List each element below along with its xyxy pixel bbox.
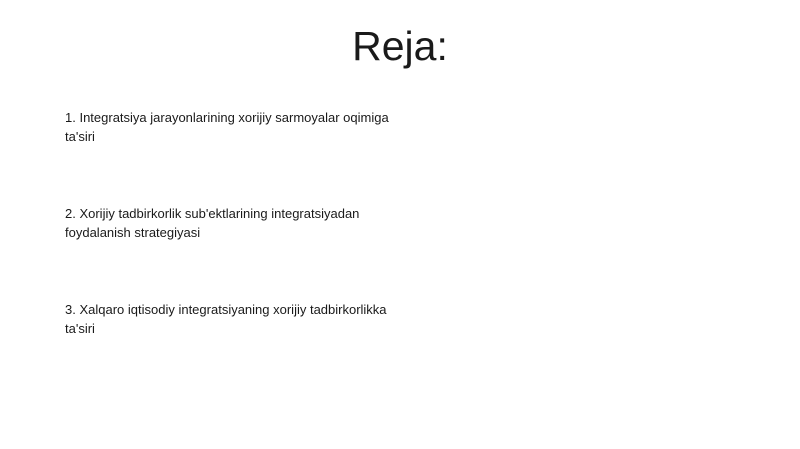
plan-item-3: 3. Xalqaro iqtisodiy integratsiyaning xorijiy tadbirkorlikka ta'siri — [65, 302, 387, 336]
slide-title: Reja: — [352, 23, 448, 69]
plan-item-1: 1. Integratsiya jarayonlarining xorijiy sarmoyalar oqimiga ta'siri — [65, 110, 389, 144]
plan-item-2: 2. Xorijiy tadbirkorlik sub'ektlarining integratsiyadan foydalanish strategiyasi — [65, 206, 360, 240]
plan-list — [65, 108, 415, 338]
